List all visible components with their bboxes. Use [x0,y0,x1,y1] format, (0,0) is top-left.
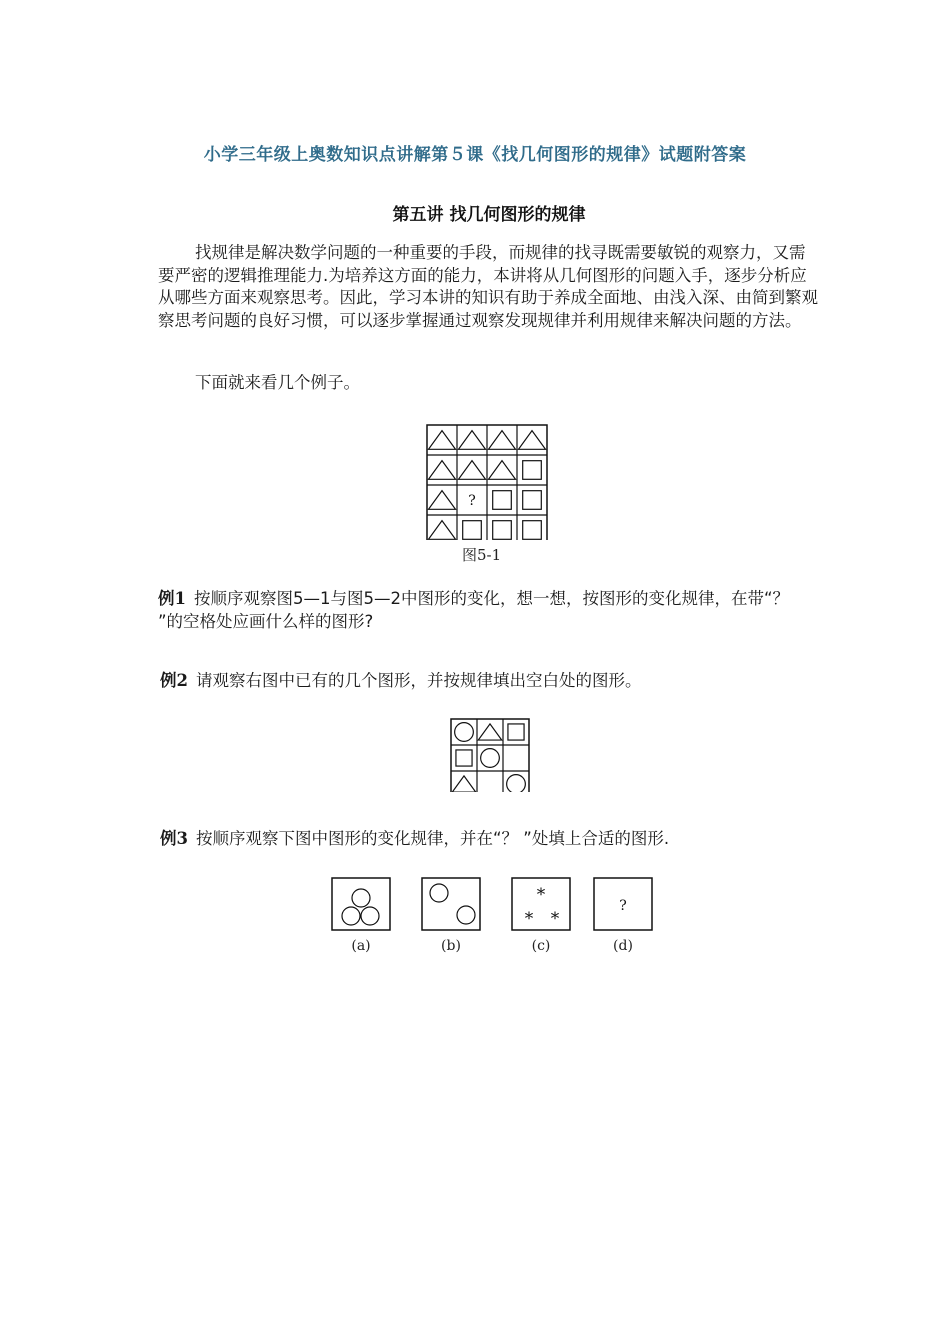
example-3-box-b [422,878,480,954]
circle-shape [430,884,448,902]
star-symbol: * [550,909,560,929]
circle-shape [455,723,474,742]
box-border [332,878,390,930]
example-3-label: 例3 [160,829,188,848]
example-2-text: 请观察右图中已有的几个图形，并按规律填出空白处的图形。 [195,671,642,690]
question-mark: ? [468,493,476,509]
grid-border [451,719,529,792]
figure-5-1-caption: 图5-1 [462,546,502,564]
triangle-shape [429,461,456,480]
star-symbol: * [536,885,546,905]
circle-shape [352,889,370,907]
triangle-shape [429,491,456,510]
square-shape [456,750,472,766]
triangle-shape [429,521,456,540]
triangle-shape [489,431,516,450]
square-shape [523,521,542,540]
square-shape [523,461,542,480]
figure-5-1 [426,424,548,540]
question-mark: ? [619,898,627,914]
example-3-box-d [594,878,652,954]
example-1 [158,588,818,633]
triangle-shape [478,724,501,740]
circle-shape [507,775,526,792]
box-caption: (b) [441,938,461,954]
square-shape [493,491,512,510]
circle-shape [457,906,475,924]
square-shape [493,521,512,540]
example-3-text: 按顺序观察下图中图形的变化规律，并在“？ ”处填上合适的图形. [195,829,670,848]
triangle-shape [429,431,456,450]
example-3 [160,828,820,851]
document-title: 小学三年级上奥数知识点讲解第５课《找几何图形的规律》试题附答案 [203,145,747,165]
intro-paragraph: 找规律是解决数学问题的一种重要的手段，而规律的找寻既需要敏锐的观察力，又需要严密的逻辑推理能力.为培养这方面的能力，本讲将从几何图形的问题入手，逐步分析应从哪些方面来观察思考。因此，学习本讲的知识有助于养成全面地、由浅入深、由简到繁观察思考问题的良好习惯，可以逐步掌握通过观察发现规律并利用规律来解决问题的方法。 [158,243,818,330]
square-shape [508,724,524,740]
triangle-shape [519,431,546,450]
box-caption: (d) [613,938,633,954]
example-1-label: 例1 [158,589,186,608]
example-2-grid [450,718,532,792]
circle-shape [342,907,360,925]
triangle-shape [459,431,486,450]
example-1-text: 按顺序观察图5—1与图5—2中图形的变化，想一想，按图形的变化规律，在带“？ ”的空格处应画什么样的图形? [158,589,790,631]
example-3-box-c [512,878,570,954]
star-symbol: * [524,909,534,929]
example-2-label: 例2 [160,671,188,690]
triangle-shape [452,776,475,792]
box-caption: (c) [531,938,551,954]
circle-shape [361,907,379,925]
box-caption: (a) [351,938,371,954]
example-3-figure [326,874,660,958]
square-shape [463,521,482,540]
triangle-shape [489,461,516,480]
square-shape [523,491,542,510]
examples-intro: 下面就来看几个例子。 [195,373,360,392]
example-2 [160,670,820,693]
lecture-title: 第五讲 找几何图形的规律 [392,205,586,225]
triangle-shape [459,461,486,480]
circle-shape [481,749,500,768]
example-3-box-a [332,878,390,954]
